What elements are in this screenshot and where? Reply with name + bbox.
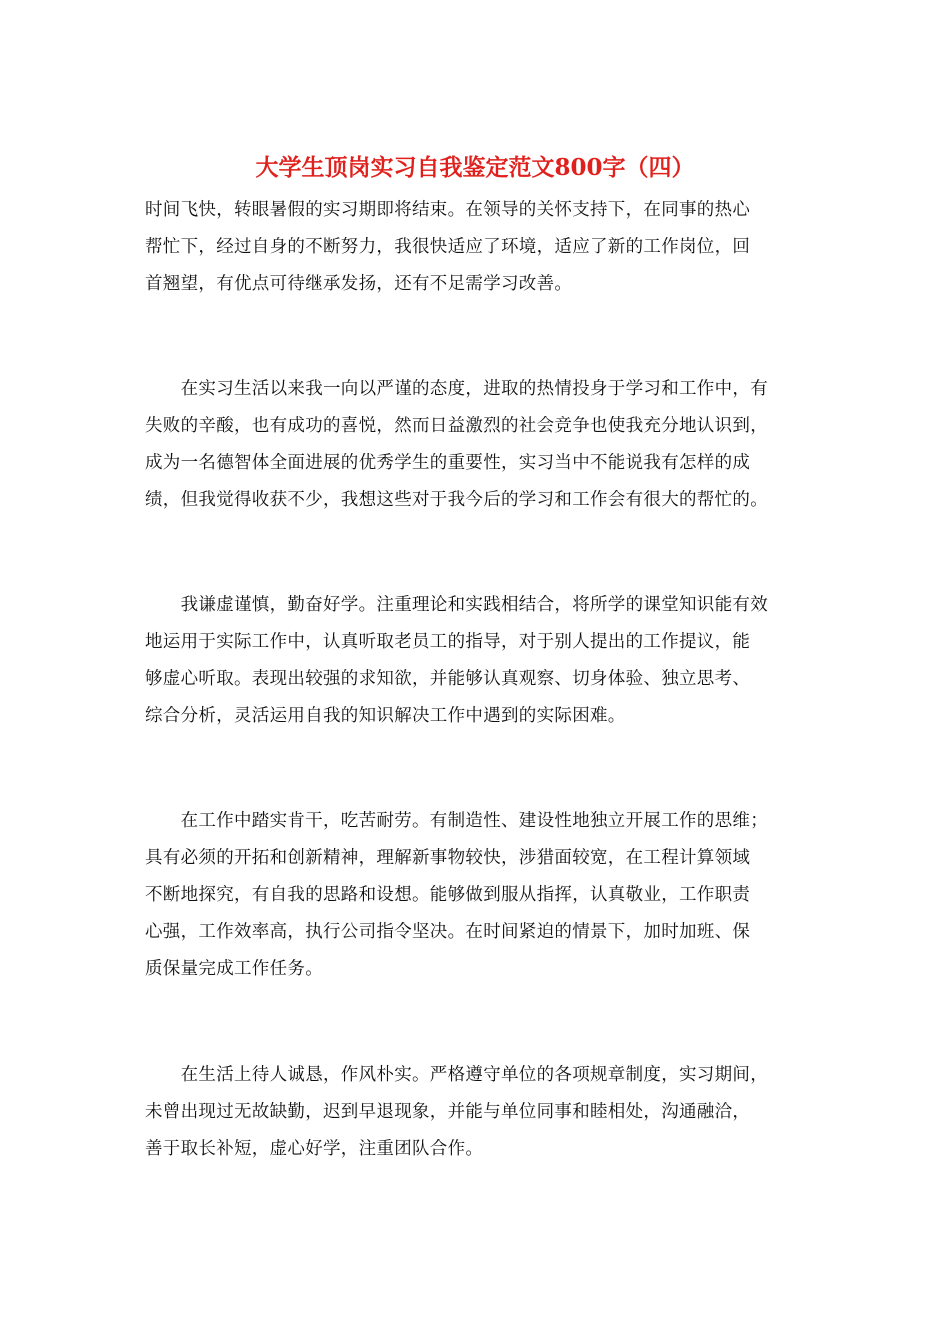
paragraph-line: 心强，工作效率高，执行公司指令坚决。在时间紧迫的情景下，加时加班、保: [145, 922, 751, 942]
paragraph-line: 善于取长补短，虚心好学，注重团队合作。: [145, 1139, 484, 1159]
paragraph-line: 在生活上待人诚恳，作风朴实。严格遵守单位的各项规章制度，实习期间，: [145, 1065, 768, 1085]
paragraph-line: 我谦虚谨慎，勤奋好学。注重理论和实践相结合，将所学的课堂知识能有效: [145, 595, 768, 615]
paragraph-line: 不断地探究，有自我的思路和设想。能够做到服从指挥，认真敬业，工作职责: [145, 885, 751, 905]
paragraph-line: 具有必须的开拓和创新精神，理解新事物较快，涉猎面较宽，在工程计算领域: [145, 848, 751, 868]
paragraph-line: 时间飞快，转眼暑假的实习期即将结束。在领导的关怀支持下，在同事的热心: [145, 200, 751, 220]
paragraph-line: 首翘望，有优点可待继承发扬，还有不足需学习改善。: [145, 274, 573, 294]
paragraph-line: 地运用于实际工作中，认真听取老员工的指导，对于别人提出的工作提议，能: [145, 632, 751, 652]
paragraph-line: 在工作中踏实肯干，吃苦耐劳。有制造性、建设性地独立开展工作的思维；: [145, 811, 768, 831]
paragraph-3: [145, 587, 809, 735]
paragraph-line: 综合分析，灵活运用自我的知识解决工作中遇到的实际困难。: [145, 706, 626, 726]
paragraph-line: 在实习生活以来我一向以严谨的态度，进取的热情投身于学习和工作中，有: [145, 379, 768, 399]
paragraph-line: 绩，但我觉得收获不少，我想这些对于我今后的学习和工作会有很大的帮忙的。: [145, 490, 768, 510]
paragraph-4: [145, 803, 809, 988]
paragraph-line: 失败的辛酸，也有成功的喜悦，然而日益激烈的社会竞争也使我充分地认识到，: [145, 416, 768, 436]
document-title: 大学生顶岗实习自我鉴定范文800字（四）: [255, 154, 695, 181]
paragraph-line: 帮忙下，经过自身的不断努力，我很快适应了环境，适应了新的工作岗位，回: [145, 237, 751, 257]
paragraph-line: 够虚心听取。表现出较强的求知欲，并能够认真观察、切身体验、独立思考、: [145, 669, 751, 689]
paragraph-2: [145, 371, 809, 519]
paragraph-line: 质保量完成工作任务。: [145, 959, 323, 979]
paragraph-line: 未曾出现过无故缺勤，迟到早退现象，并能与单位同事和睦相处，沟通融洽，: [145, 1102, 751, 1122]
paragraph-5: [145, 1057, 809, 1168]
paragraph-1: [145, 192, 809, 303]
paragraph-line: 成为一名德智体全面进展的优秀学生的重要性，实习当中不能说我有怎样的成: [145, 453, 751, 473]
